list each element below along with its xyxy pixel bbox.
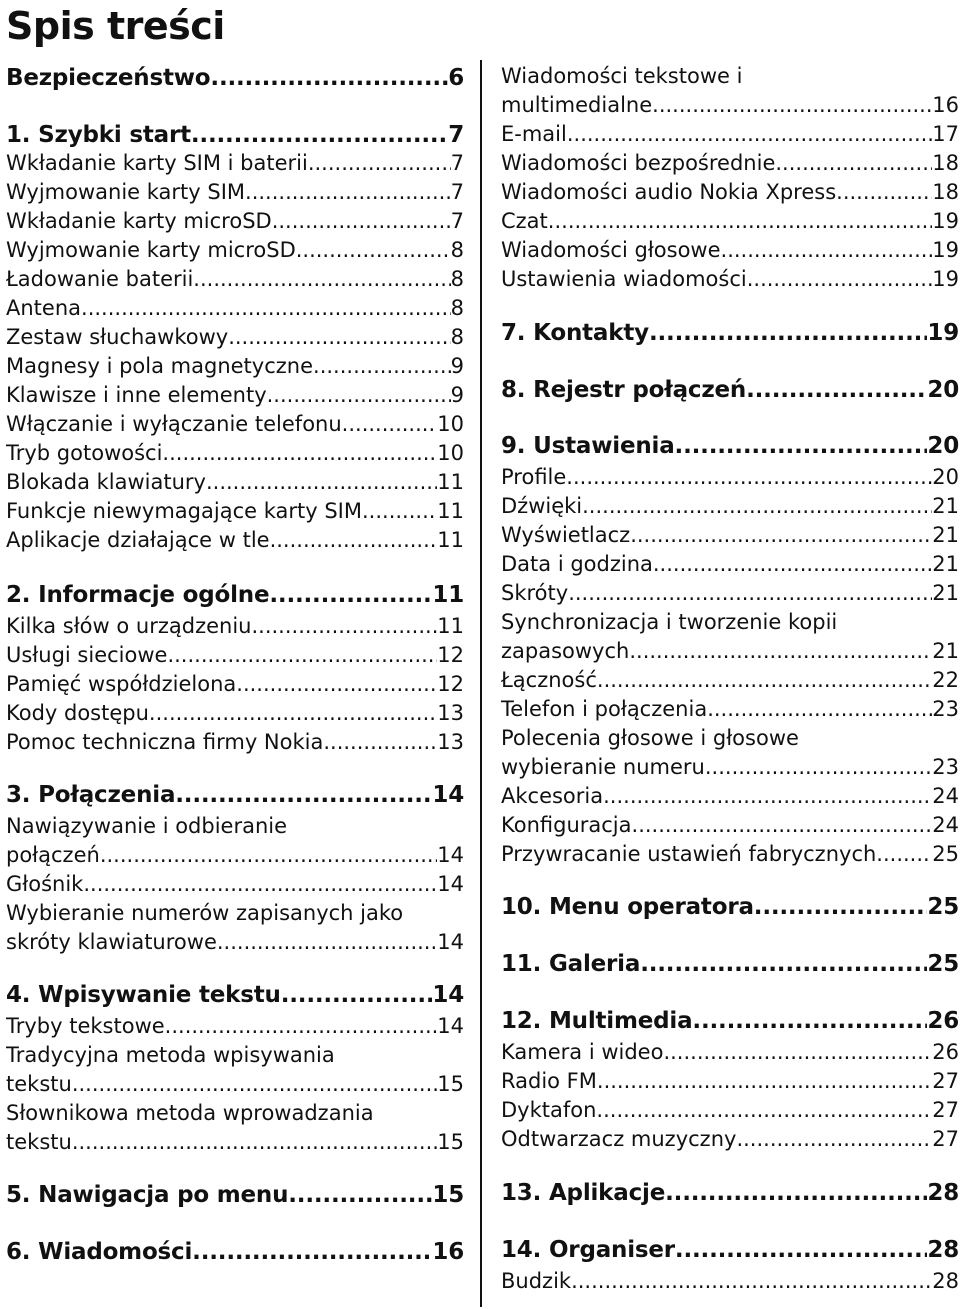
toc-page-number: 23 [932, 755, 959, 779]
toc-entry [6, 526, 464, 555]
toc-dot-leader [632, 811, 933, 840]
toc-entry [501, 840, 959, 869]
toc-dot-leader [596, 1096, 932, 1125]
toc-page-number: 11 [437, 614, 464, 638]
toc-page-number: 18 [932, 180, 959, 204]
toc-page-number: 15 [437, 1130, 464, 1154]
toc-dot-leader [267, 381, 451, 410]
toc-dot-leader [323, 728, 437, 757]
toc-entry-title: 14. Organiser [501, 1237, 675, 1263]
toc-entry-title: Bezpieczeństwo [6, 65, 211, 91]
toc-page-number: 26 [932, 1040, 959, 1064]
toc-dot-leader [747, 265, 933, 294]
toc-page-number: 13 [437, 730, 464, 754]
toc-dot-leader [167, 641, 437, 670]
toc-dot-leader [251, 612, 437, 641]
toc-dot-leader [629, 637, 932, 666]
toc-entry [501, 265, 959, 294]
toc-dot-leader [270, 526, 438, 555]
toc-entry-line [501, 62, 959, 91]
toc-section-heading [501, 1007, 959, 1036]
toc-page-number: 20 [927, 377, 959, 403]
toc-dot-leader [362, 497, 437, 526]
toc-page-number: 21 [932, 581, 959, 605]
toc-dot-leader [836, 178, 932, 207]
toc-dot-leader [736, 1125, 932, 1154]
toc-dot-leader [640, 950, 927, 979]
toc-dot-leader [571, 1267, 932, 1296]
toc-dot-leader [288, 1181, 432, 1210]
toc-entry-title: 2. Informacje ogólne [6, 582, 270, 608]
toc-entry-title: 5. Nawigacja po menu [6, 1182, 289, 1208]
toc-page-number: 7 [450, 180, 464, 204]
toc-entry [501, 579, 959, 608]
toc-section-heading [501, 376, 959, 405]
toc-entry-title: zapasowych [501, 639, 630, 663]
toc-page-number: 28 [927, 1237, 959, 1263]
toc-section-heading [6, 1238, 464, 1267]
toc-dot-leader [707, 695, 932, 724]
toc-dot-leader [746, 376, 927, 405]
toc-entry-title: Budzik [501, 1269, 572, 1293]
toc-entry-title: Skróty [501, 581, 569, 605]
toc-entry [6, 699, 464, 728]
toc-page-number: 10 [437, 412, 464, 436]
toc-entry-title: Antena [6, 296, 82, 320]
toc-dot-leader [296, 236, 451, 265]
toc-entry-title: 7. Kontakty [501, 320, 649, 346]
toc-section-heading [501, 432, 959, 461]
toc-page-number: 20 [932, 465, 959, 489]
toc-section-heading [501, 1236, 959, 1265]
toc-section-heading [501, 950, 959, 979]
toc-entry-title: 12. Multimedia [501, 1008, 693, 1034]
toc-entry [6, 870, 464, 899]
toc-dot-leader [705, 753, 932, 782]
toc-page-number: 20 [927, 433, 959, 459]
toc-entry-title: Ładowanie baterii [6, 267, 194, 291]
toc-entry-title: Tradycyjna metoda wpisywania [6, 1043, 335, 1067]
toc-entry [6, 265, 464, 294]
toc-entry-title: 9. Ustawienia [501, 433, 675, 459]
toc-entry-title: Wiadomości głosowe [501, 238, 721, 262]
toc-page-number: 11 [437, 470, 464, 494]
toc-entry-title: multimedialne [501, 93, 653, 117]
toc-entry-line [6, 812, 464, 841]
toc-entry-title: Wiadomości bezpośrednie [501, 151, 776, 175]
toc-entry [6, 352, 464, 381]
toc-dot-leader [754, 893, 928, 922]
toc-dot-leader [566, 463, 932, 492]
toc-entry-title: Wybieranie numerów zapisanych jako [6, 901, 404, 925]
toc-entry-line [501, 724, 959, 753]
toc-entry-title: Telefon i połączenia [501, 697, 708, 721]
toc-dot-leader [548, 207, 932, 236]
toc-entry-title: Tryby tekstowe [6, 1014, 165, 1038]
toc-entry [501, 637, 959, 666]
toc-page-number: 27 [932, 1127, 959, 1151]
toc-entry-title: Blokada klawiatury [6, 470, 206, 494]
toc-entry-title: Kody dostępu [6, 701, 149, 725]
toc-dot-leader [217, 928, 437, 957]
toc-entry-title: 1. Szybki start [6, 122, 191, 148]
toc-entry-title: 8. Rejestr połączeń [501, 377, 747, 403]
toc-page-number: 25 [927, 951, 959, 977]
toc-section-heading [6, 981, 464, 1010]
toc-entry-title: Magnesy i pola magnetyczne [6, 354, 314, 378]
toc-dot-leader [236, 670, 437, 699]
toc-dot-leader [663, 1038, 932, 1067]
toc-page-number: 19 [927, 320, 959, 346]
toc-entry [501, 521, 959, 550]
toc-dot-leader [210, 64, 448, 93]
toc-entry [6, 439, 464, 468]
toc-dot-leader [313, 352, 451, 381]
toc-entry [501, 178, 959, 207]
toc-entry [501, 492, 959, 521]
toc-entry [501, 666, 959, 695]
toc-page-number: 7 [450, 209, 464, 233]
toc-page-number: 24 [932, 784, 959, 808]
toc-page-number: 24 [932, 813, 959, 837]
toc-entry [6, 1070, 464, 1099]
toc-entry-title: Radio FM [501, 1069, 597, 1093]
toc-entry-title: Kilka słów o urządzeniu [6, 614, 252, 638]
toc-dot-leader [83, 870, 437, 899]
toc-entry-title: Polecenia głosowe i głosowe [501, 726, 799, 750]
toc-entry-title: 13. Aplikacje [501, 1180, 666, 1206]
toc-entry-title: Włączanie i wyłączanie telefonu [6, 412, 342, 436]
toc-entry [6, 612, 464, 641]
toc-dot-leader [597, 666, 932, 695]
toc-dot-leader [308, 149, 451, 178]
toc-entry [501, 120, 959, 149]
toc-dot-leader [81, 294, 451, 323]
toc-entry-title: Konfiguracja [501, 813, 632, 837]
toc-page-number: 11 [432, 582, 464, 608]
toc-entry-title: Data i godzina [501, 552, 653, 576]
toc-entry-title: Ustawienia wiadomości [501, 267, 747, 291]
toc-page-number: 14 [437, 872, 464, 896]
toc-entry [501, 753, 959, 782]
toc-entry-line [6, 1099, 464, 1128]
toc-dot-leader [597, 1067, 932, 1096]
toc-entry-title: Aplikacje działające w tle [6, 528, 270, 552]
toc-entry-title: 6. Wiadomości [6, 1239, 193, 1265]
toc-page-number: 23 [932, 697, 959, 721]
toc-page-number: 10 [437, 441, 464, 465]
toc-section-heading [6, 781, 464, 810]
toc-dot-leader [876, 840, 932, 869]
toc-section-heading [501, 1179, 959, 1208]
toc-entry-title: Kamera i wideo [501, 1040, 664, 1064]
toc-page-number: 8 [450, 325, 464, 349]
toc-dot-leader [665, 1179, 927, 1208]
toc-page-number: 21 [932, 523, 959, 547]
toc-entry [6, 1012, 464, 1041]
toc-dot-leader [228, 323, 450, 352]
toc-dot-leader [582, 492, 932, 521]
toc-entry-title: Nawiązywanie i odbieranie [6, 814, 288, 838]
toc-entry [501, 1096, 959, 1125]
toc-entry [501, 695, 959, 724]
toc-entry-title: Wiadomości audio Nokia Xpress [501, 180, 837, 204]
toc-entry-title: Klawisze i inne elementy [6, 383, 267, 407]
toc-section-heading [6, 64, 464, 93]
toc-dot-leader [162, 439, 437, 468]
toc-page-number: 22 [932, 668, 959, 692]
toc-dot-leader [652, 91, 932, 120]
toc-dot-leader [675, 432, 928, 461]
toc-entry-title: tekstu [6, 1072, 72, 1096]
toc-entry-line [6, 1041, 464, 1070]
toc-page-number: 9 [450, 354, 464, 378]
toc-page-number: 14 [437, 930, 464, 954]
toc-page-number: 21 [932, 552, 959, 576]
toc-entry-title: Tryb gotowości [6, 441, 163, 465]
toc-entry-title: Wkładanie karty SIM i baterii [6, 151, 308, 175]
toc-dot-leader [692, 1007, 927, 1036]
toc-page-number: 15 [432, 1182, 464, 1208]
toc-entry [501, 149, 959, 178]
toc-entry [501, 1038, 959, 1067]
toc-page-number: 13 [437, 701, 464, 725]
toc-dot-leader [149, 699, 437, 728]
toc-dot-leader [342, 410, 438, 439]
toc-entry-title: Wkładanie karty microSD [6, 209, 272, 233]
toc-entry-title: 3. Połączenia [6, 782, 176, 808]
toc-entry [501, 1267, 959, 1296]
toc-dot-leader [72, 1128, 437, 1157]
toc-entry-title: Wiadomości tekstowe i [501, 64, 743, 88]
page-title: Spis treści [6, 4, 225, 48]
toc-page-number: 25 [927, 894, 959, 920]
toc-entry [501, 550, 959, 579]
toc-dot-leader [269, 581, 432, 610]
toc-entry-title: 4. Wpisywanie tekstu [6, 982, 281, 1008]
toc-page-number: 18 [932, 151, 959, 175]
toc-entry-title: E-mail [501, 122, 567, 146]
toc-entry-title: Synchronizacja i tworzenie kopii [501, 610, 838, 634]
toc-page-number: 8 [450, 238, 464, 262]
toc-entry-title: Profile [501, 465, 567, 489]
toc-page-number: 21 [932, 494, 959, 518]
column-divider [480, 60, 482, 1307]
toc-entry [6, 294, 464, 323]
toc-entry-title: Akcesoria [501, 784, 604, 808]
toc-dot-leader [191, 121, 448, 150]
toc-entry [6, 381, 464, 410]
toc-entry-title: skróty klawiaturowe [6, 930, 217, 954]
toc-entry [6, 178, 464, 207]
toc-entry [6, 1128, 464, 1157]
toc-dot-leader [567, 120, 932, 149]
toc-entry-line [6, 899, 464, 928]
toc-page-number: 19 [932, 267, 959, 291]
toc-entry-title: Funkcje niewymagające karty SIM [6, 499, 362, 523]
toc-entry-title: Wyjmowanie karty microSD [6, 238, 296, 262]
toc-page-number: 14 [432, 982, 464, 1008]
toc-entry-title: Zestaw słuchawkowy [6, 325, 229, 349]
toc-dot-leader [603, 782, 932, 811]
toc-entry-title: Słownikowa metoda wprowadzania [6, 1101, 374, 1125]
toc-page-number: 28 [927, 1180, 959, 1206]
toc-dot-leader [192, 1238, 432, 1267]
toc-entry [6, 641, 464, 670]
toc-page-number: 9 [450, 383, 464, 407]
toc-page-number: 14 [437, 843, 464, 867]
toc-dot-leader [649, 319, 927, 348]
toc-entry [6, 236, 464, 265]
toc-dot-leader [193, 265, 450, 294]
toc-dot-leader [72, 1070, 437, 1099]
toc-entry-title: Łączność [501, 668, 597, 692]
toc-entry-title: Wyświetlacz [501, 523, 631, 547]
toc-page-number: 19 [932, 209, 959, 233]
toc-section-heading [501, 319, 959, 348]
toc-section-heading [501, 893, 959, 922]
toc-dot-leader [675, 1236, 927, 1265]
toc-entry [6, 207, 464, 236]
toc-page-number: 25 [932, 842, 959, 866]
toc-entry [6, 468, 464, 497]
toc-entry [6, 670, 464, 699]
toc-entry-title: wybieranie numeru [501, 755, 705, 779]
toc-dot-leader [281, 981, 433, 1010]
toc-section-heading [6, 581, 464, 610]
toc-dot-leader [175, 781, 432, 810]
toc-entry-line [501, 608, 959, 637]
toc-page-number: 16 [932, 93, 959, 117]
toc-dot-leader [165, 1012, 438, 1041]
toc-page-number: 28 [932, 1269, 959, 1293]
toc-entry [6, 410, 464, 439]
toc-entry-title: 11. Galeria [501, 951, 641, 977]
toc-entry-title: 10. Menu operatora [501, 894, 754, 920]
toc-dot-leader [630, 521, 932, 550]
toc-section-heading [6, 121, 464, 150]
toc-dot-leader [653, 550, 932, 579]
toc-entry [501, 463, 959, 492]
toc-page-number: 14 [437, 1014, 464, 1038]
toc-entry-title: Wyjmowanie karty SIM [6, 180, 246, 204]
toc-entry [6, 497, 464, 526]
toc-page-number: 11 [437, 528, 464, 552]
toc-dot-leader [100, 841, 437, 870]
toc-page-number: 19 [932, 238, 959, 262]
toc-entry-title: Przywracanie ustawień fabrycznych [501, 842, 877, 866]
toc-section-heading [6, 1181, 464, 1210]
toc-entry [6, 728, 464, 757]
toc-entry [6, 928, 464, 957]
toc-entry-title: Dyktafon [501, 1098, 597, 1122]
toc-entry-title: Pomoc techniczna firmy Nokia [6, 730, 324, 754]
toc-dot-leader [721, 236, 933, 265]
toc-entry [6, 841, 464, 870]
toc-entry-title: Czat [501, 209, 548, 233]
toc-entry-title: Dźwięki [501, 494, 583, 518]
toc-entry [501, 91, 959, 120]
toc-page-number: 26 [927, 1008, 959, 1034]
toc-dot-leader [245, 178, 451, 207]
toc-page-number: 15 [437, 1072, 464, 1096]
toc-dot-leader [568, 579, 932, 608]
toc-entry [501, 207, 959, 236]
toc-page-number: 7 [450, 151, 464, 175]
toc-page-number: 7 [448, 122, 464, 148]
toc-entry-title: Głośnik [6, 872, 84, 896]
toc-entry-title: Odtwarzacz muzyczny [501, 1127, 737, 1151]
toc-entry [6, 149, 464, 178]
toc-page-number: 11 [437, 499, 464, 523]
toc-dot-leader [206, 468, 437, 497]
toc-page-number: 17 [932, 122, 959, 146]
toc-page-number: 21 [932, 639, 959, 663]
toc-page-number: 12 [437, 672, 464, 696]
toc-page-number: 12 [437, 643, 464, 667]
toc-dot-leader [272, 207, 451, 236]
toc-entry [501, 1067, 959, 1096]
toc-entry-title: połączeń [6, 843, 100, 867]
toc-page-number: 27 [932, 1069, 959, 1093]
toc-entry-title: Pamięć współdzielona [6, 672, 237, 696]
toc-page-number: 27 [932, 1098, 959, 1122]
toc-dot-leader [775, 149, 932, 178]
toc-entry [501, 811, 959, 840]
toc-entry [501, 782, 959, 811]
toc-entry-title: tekstu [6, 1130, 72, 1154]
toc-page-number: 8 [450, 267, 464, 291]
toc-page-number: 16 [432, 1239, 464, 1265]
toc-page-number: 8 [450, 296, 464, 320]
toc-page-number: 14 [432, 782, 464, 808]
toc-entry-title: Usługi sieciowe [6, 643, 168, 667]
toc-entry [501, 1125, 959, 1154]
toc-entry [501, 236, 959, 265]
toc-entry [6, 323, 464, 352]
toc-page-number: 6 [448, 65, 464, 91]
